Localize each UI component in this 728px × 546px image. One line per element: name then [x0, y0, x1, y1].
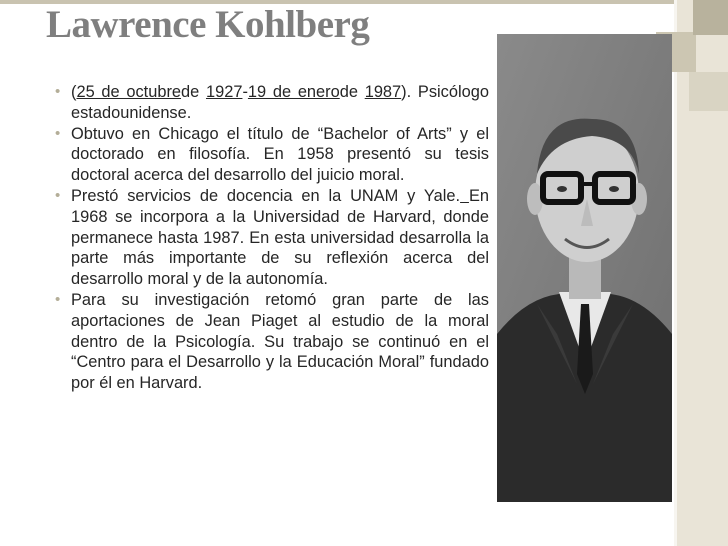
bullet-item-research: • Para su investigación retomó gran parte de las aportaciones de Jean Piaget al estudio de la moral dentro de la Psicología. Su trabajo se continuó en el “Centro para el Desarrollo y la Educación Moral” fundado por él en Harvard. [55, 290, 489, 394]
birth-date-link[interactable]: 25 de octubre [76, 83, 182, 101]
bullet-list [55, 82, 489, 394]
bullet-item-education: • Obtuvo en Chicago el título de “Bachelor of Arts” y el doctorado en filosofía. En 1958 presentó su tesis doctoral acerca del desarrollo del juicio moral. [55, 124, 489, 186]
death-year-link[interactable]: 1987 [364, 83, 402, 101]
birth-year-link[interactable]: 1927 [205, 83, 243, 101]
portrait-photo [497, 34, 672, 502]
portrait-image [497, 34, 672, 502]
decorative-square-3 [689, 72, 728, 111]
death-date-link[interactable]: 19 de enero [247, 83, 340, 101]
bullet-item-career: • Prestó servicios de docencia en la UNAM y Yale. En 1968 se incorpora a la Universidad de Harvard, donde permanece hasta 1987. En esta universidad desarrolla la parte más importante de su reflexión acerca del desarrollo moral y de la autonomía. [55, 186, 489, 290]
slide-title: Lawrence Kohlberg [46, 3, 370, 46]
decorative-square-1 [693, 0, 728, 35]
bullet-item-dates: • (25 de octubrede 1927-19 de enerode 1987). Psicólogo estadounidense. [55, 82, 489, 124]
